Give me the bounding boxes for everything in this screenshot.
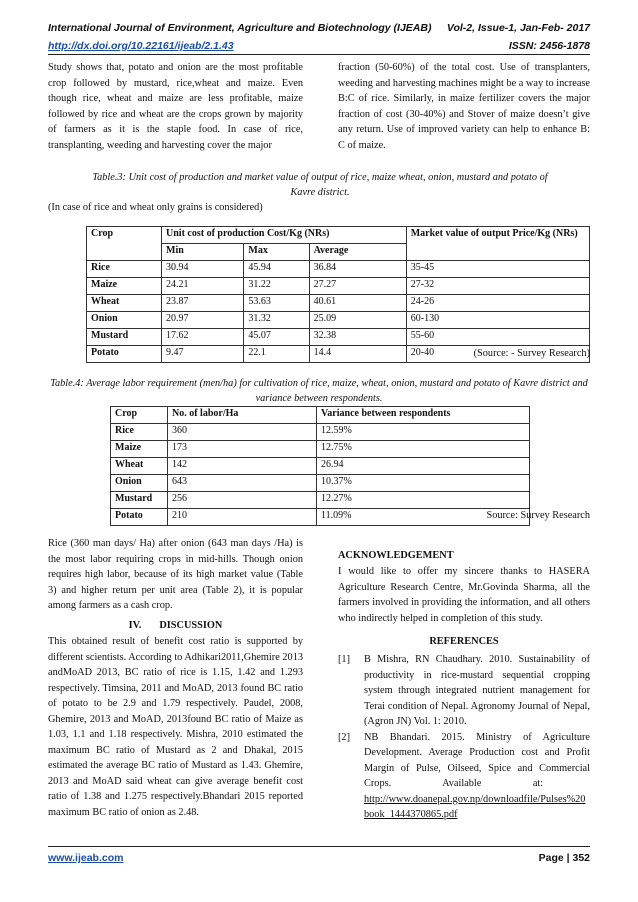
- table-row: [87, 312, 590, 329]
- crop-cell: Wheat: [111, 458, 168, 475]
- reference-number: [1]: [338, 654, 351, 665]
- header-divider: [48, 54, 590, 55]
- discussion-text: This obtained result of benefit cost ratio is supported by different scientists. According to Adhikari2011,Ghemire 2013 andMoAD 2013, BC ratio of rice is 1.15, 1.42 and 1.293 respectively. Timsina, 2011 and MoAD, 2013 found BC ratio of potato to be 2.9 and 1.79 respectively. Paudel, 2008, Ghemire, 2013 and MoAD, 2013found BC ratio of Maize as 1.03, 1.1 and 1.18 respectively. Mishra, 2010 estimated the maximum BC ratio of Mustard as 2 and Dhakal, 2015 estimated the average BC ratio of Mustard as 1.43. Ghemire, 2013 and MoAD said wheat can give average benefit cost ratio of 1.38 and 1.275 respectively.Bhandari 2015 reported maximum BC ratio of onion as 2.48.: [48, 636, 303, 818]
- journal-issn: ISSN: 2456-1878: [508, 40, 590, 52]
- table-row: [111, 509, 530, 526]
- table-row: [111, 424, 530, 441]
- table4-head-labor: No. of labor/Ha: [168, 407, 317, 424]
- min-cell: 24.21: [162, 278, 244, 295]
- table4-source: Source: Survey Research: [486, 510, 590, 521]
- variance-cell: 26.94: [317, 458, 530, 475]
- crop-cell: Rice: [87, 261, 162, 278]
- reference-text: NB Bhandari. 2015. Ministry of Agriculture Development. Average Production cost and Profit Margin of Pulse, Oilseed, Spice and Commercial Crops. Available at:: [364, 731, 593, 789]
- intro-left-text: Study shows that, potato and onion are the most profitable crop followed by mustard, rice,wheat and maize. Even though rice, wheat and maize are less profitable, maize followed by rice and wheat are the crops grown by majority of farmers as it is the staple food. In case of rice, transplanting, weeding and harvesting cover the major: [48, 62, 303, 151]
- table4-head-variance: Variance between respondents: [317, 407, 530, 424]
- table3-head-min: Min: [162, 244, 244, 261]
- max-cell: 45.94: [244, 261, 309, 278]
- table4: [110, 406, 530, 526]
- min-cell: 23.87: [162, 295, 244, 312]
- table-row: [87, 278, 590, 295]
- crop-cell: Onion: [111, 475, 168, 492]
- table3-head-market: Market value of output Price/Kg (NRs): [406, 227, 589, 261]
- max-cell: 22.1: [244, 346, 309, 363]
- footer-site-link[interactable]: www.ijeab.com: [48, 852, 124, 864]
- reference-body: [364, 730, 593, 823]
- table3-head-crop: Crop: [87, 227, 162, 261]
- market-cell: 60-130: [406, 312, 589, 329]
- labor-cell: 173: [168, 441, 317, 458]
- variance-cell: 12.27%: [317, 492, 530, 509]
- min-cell: 17.62: [162, 329, 244, 346]
- avg-cell: 27.27: [309, 278, 406, 295]
- reference-text: B Mishra, RN Chaudhary. 2010. Sustainability of productivity in rice-mustard sequential cropping system through integrated nutrient management for Terai condition of Nepal. Agronomy Journal of Nepal, (Agron JN) Vol. 1: 2010.: [364, 654, 590, 727]
- references-heading: REFERENCES: [429, 636, 499, 647]
- max-cell: 31.22: [244, 278, 309, 295]
- labor-cell: 360: [168, 424, 317, 441]
- crop-cell: Wheat: [87, 295, 162, 312]
- doi-link[interactable]: http://dx.doi.org/10.22161/ijeab/2.1.43: [48, 40, 234, 52]
- crop-cell: Rice: [111, 424, 168, 441]
- crop-cell: Potato: [87, 346, 162, 363]
- page-number: Page | 352: [538, 852, 590, 864]
- max-cell: 45.07: [244, 329, 309, 346]
- min-cell: 30.94: [162, 261, 244, 278]
- crop-cell: Onion: [87, 312, 162, 329]
- reference-item: [338, 652, 590, 730]
- market-cell: 20-40: [406, 346, 589, 363]
- crop-cell: Maize: [87, 278, 162, 295]
- market-cell: 35-45: [406, 261, 589, 278]
- labor-cell: 643: [168, 475, 317, 492]
- variance-cell: 11.09%: [317, 509, 530, 526]
- avg-cell: 36.84: [309, 261, 406, 278]
- avg-cell: 40.61: [309, 295, 406, 312]
- variance-cell: 12.59%: [317, 424, 530, 441]
- table4-caption: Table.4: Average labor requirement (men/ha) for cultivation of rice, maize, wheat, onion, mustard and potato of Kavre district and variance between respondents.: [50, 378, 588, 404]
- acknowledgement-text: I would like to offer my sincere thanks to HASERA Agriculture Research Centre, Mr.Govinda Sharma, all the farmers involved in providing the information, and all others who indirectly helped in completion of this study.: [338, 566, 590, 624]
- crop-cell: Mustard: [87, 329, 162, 346]
- variance-cell: 12.75%: [317, 441, 530, 458]
- table-row: [87, 261, 590, 278]
- reference-item: [338, 730, 593, 823]
- market-cell: 27-32: [406, 278, 589, 295]
- acknowledgement-heading: ACKNOWLEDGEMENT: [338, 550, 454, 561]
- reference-number: [2]: [338, 731, 351, 743]
- table3: [86, 226, 590, 363]
- table3-caption: Table.3: Unit cost of production and market value of output of rice, maize wheat, onion, mustard and potato of Kavre district.: [92, 172, 548, 198]
- labor-cell: 142: [168, 458, 317, 475]
- intro-right-text: fraction (50-60%) of the total cost. Use of transplanters, weeding and harvesting machines might be a way to increase B:C of rice. Similarly, in maize fertilizer covers the major fraction of cost (30-40%) and Stover of maize doesn’t give any return. Use of improved variety can help to enhance B: C of maize.: [338, 62, 590, 151]
- min-cell: 20.97: [162, 312, 244, 329]
- table3-note: (In case of rice and wheat only grains is considered): [48, 202, 263, 213]
- footer-divider: [48, 846, 590, 847]
- table-row: [87, 329, 590, 346]
- crop-cell: Mustard: [111, 492, 168, 509]
- table3-head-max: Max: [244, 244, 309, 261]
- journal-volume: Vol-2, Issue-1, Jan-Feb- 2017: [446, 22, 590, 34]
- variance-cell: 10.37%: [317, 475, 530, 492]
- journal-title: International Journal of Environment, Agriculture and Biotechnology (IJEAB): [48, 22, 432, 34]
- references-list: [338, 652, 593, 823]
- table-row: [87, 295, 590, 312]
- reference-link[interactable]: http://www.doanepal.gov.np/downloadfile/Pulses%20book_1444370865.pdf: [364, 793, 586, 820]
- market-cell: 24-26: [406, 295, 589, 312]
- labor-cell: 210: [168, 509, 317, 526]
- market-cell: 55-60: [406, 329, 589, 346]
- min-cell: 9.47: [162, 346, 244, 363]
- avg-cell: 14.4: [309, 346, 406, 363]
- avg-cell: 25.09: [309, 312, 406, 329]
- table3-head-cost: Unit cost of production Cost/Kg (NRs): [162, 227, 407, 244]
- table-row: [111, 441, 530, 458]
- labor-paragraph: Rice (360 man days/ Ha) after onion (643 man days /Ha) is the most labor requiring crops in mid-hills. Though onion requires high labor, because of its high market value (Table 3) and higher return per unit area (Table 2), it is popular among farmers as a cash crop.: [48, 538, 303, 611]
- max-cell: 53.63: [244, 295, 309, 312]
- max-cell: 31.32: [244, 312, 309, 329]
- table4-head-crop: Crop: [111, 407, 168, 424]
- table3-head-avg: Average: [309, 244, 406, 261]
- crop-cell: Maize: [111, 441, 168, 458]
- table-row: [111, 492, 530, 509]
- discussion-heading: IV. DISCUSSION: [128, 620, 223, 631]
- table-row: [111, 475, 530, 492]
- avg-cell: 32.38: [309, 329, 406, 346]
- crop-cell: Potato: [111, 509, 168, 526]
- labor-cell: 256: [168, 492, 317, 509]
- table-row: [111, 458, 530, 475]
- table3-source: (Source: - Survey Research): [473, 348, 590, 359]
